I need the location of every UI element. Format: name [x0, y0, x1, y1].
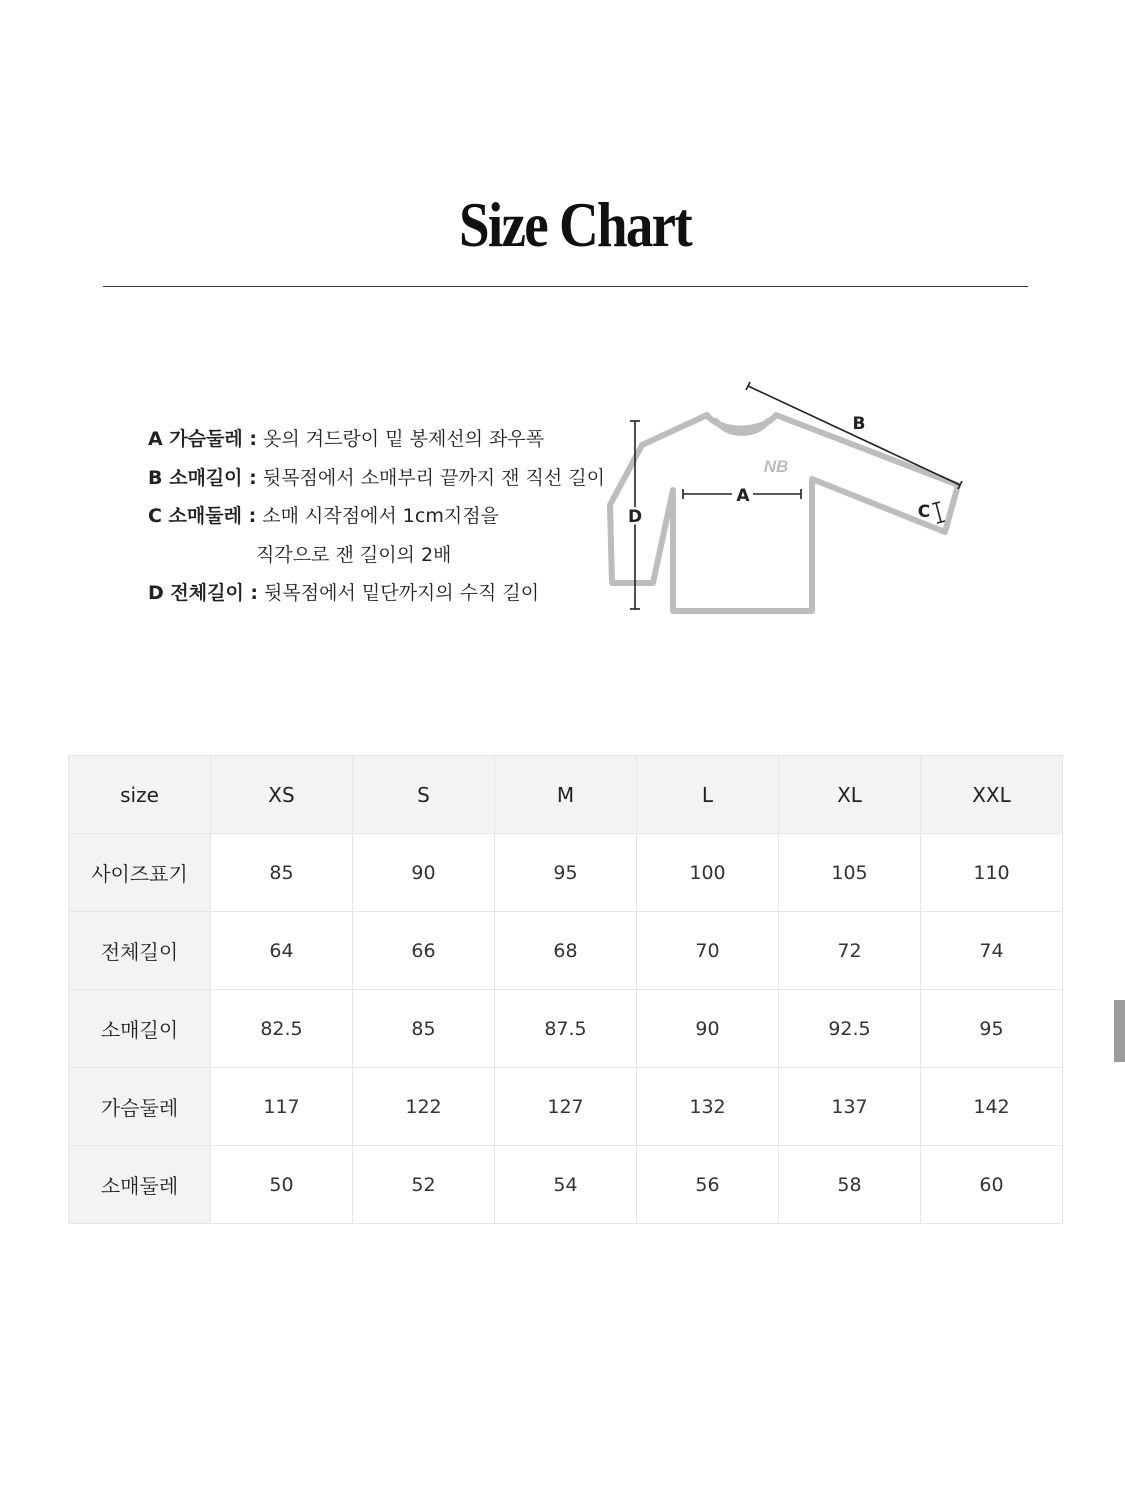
header-cell: S: [353, 756, 495, 834]
table-cell: 87.5: [495, 990, 637, 1068]
table-cell: 50: [211, 1146, 353, 1224]
table-cell: 58: [779, 1146, 921, 1224]
table-cell: 142: [921, 1068, 1063, 1146]
table-cell: 74: [921, 912, 1063, 990]
dimension-label-b: B: [852, 414, 866, 434]
row-label: 전체길이: [69, 912, 211, 990]
legend-key: C 소매둘레 :: [148, 505, 257, 528]
table-cell: 90: [353, 834, 495, 912]
table-cell: 52: [353, 1146, 495, 1224]
legend-key: A 가슴둘레 :: [148, 428, 257, 450]
table-cell: 92.5: [779, 990, 921, 1068]
table-cell: 122: [353, 1068, 495, 1146]
table-cell: 70: [637, 912, 779, 990]
table-cell: 110: [921, 834, 1063, 912]
legend-item-d: [148, 579, 608, 618]
table-row: [69, 1068, 1063, 1146]
table-cell: 66: [353, 912, 495, 990]
row-label: 소매둘레: [69, 1146, 211, 1224]
row-label: 소매길이: [69, 990, 211, 1068]
table-cell: 56: [637, 1146, 779, 1224]
table-header-row: [69, 756, 1063, 834]
row-label: 가슴둘레: [69, 1068, 211, 1146]
header-cell: L: [637, 756, 779, 834]
table-row: [69, 1146, 1063, 1224]
legend-text: 소매 시작점에서 1cm지점을: [256, 505, 499, 528]
header-cell: M: [495, 756, 637, 834]
dimension-lines: [627, 382, 962, 609]
legend-item-a: [148, 425, 608, 464]
brand-logo-icon: NB: [763, 457, 789, 476]
table-row: [69, 912, 1063, 990]
table-cell: 72: [779, 912, 921, 990]
size-table: [68, 755, 1063, 1224]
table-cell: 132: [637, 1068, 779, 1146]
legend-text: 뒷목점에서 밑단까지의 수직 길이: [258, 582, 540, 605]
table-row: [69, 834, 1063, 912]
table-cell: 85: [353, 990, 495, 1068]
page-title: Size Chart: [459, 189, 691, 260]
legend-key: B 소매길이 :: [148, 466, 257, 489]
legend-key: D 전체길이 :: [148, 582, 259, 605]
header-cell: size: [69, 756, 211, 834]
dimension-label-a: A: [736, 486, 750, 506]
table-cell: 68: [495, 912, 637, 990]
table-cell: 95: [921, 990, 1063, 1068]
header-cell: XS: [211, 756, 353, 834]
header-cell: XL: [779, 756, 921, 834]
table-cell: 105: [779, 834, 921, 912]
table-cell: 95: [495, 834, 637, 912]
title-divider: [103, 286, 1028, 287]
dimension-label-d: D: [627, 507, 643, 527]
table-row: [69, 990, 1063, 1068]
table-cell: 100: [637, 834, 779, 912]
table-cell: 117: [211, 1068, 353, 1146]
table-cell: 90: [637, 990, 779, 1068]
header-cell: XXL: [921, 756, 1063, 834]
sweatshirt-outline: [610, 415, 958, 611]
legend-text: 옷의 겨드랑이 밑 봉제선의 좌우폭: [256, 428, 545, 450]
scrollbar-thumb[interactable]: [1114, 1000, 1125, 1062]
table-cell: 60: [921, 1146, 1063, 1224]
row-label: 사이즈표기: [69, 834, 211, 912]
legend-item-c-continued: [148, 541, 608, 580]
table-cell: 54: [495, 1146, 637, 1224]
legend-item-c: [148, 502, 608, 541]
legend-item-b: [148, 464, 608, 503]
table-cell: 85: [211, 834, 353, 912]
legend-text: 직각으로 잰 길이의 2배: [256, 543, 452, 566]
table-cell: 64: [211, 912, 353, 990]
table-cell: 127: [495, 1068, 637, 1146]
legend-text: 뒷목점에서 소매부리 끝까지 잰 직선 길이: [256, 466, 605, 489]
measurement-legend: [148, 425, 608, 618]
table-cell: 82.5: [211, 990, 353, 1068]
dimension-label-c: C: [917, 502, 931, 522]
table-cell: 137: [779, 1068, 921, 1146]
garment-diagram: [600, 375, 970, 625]
